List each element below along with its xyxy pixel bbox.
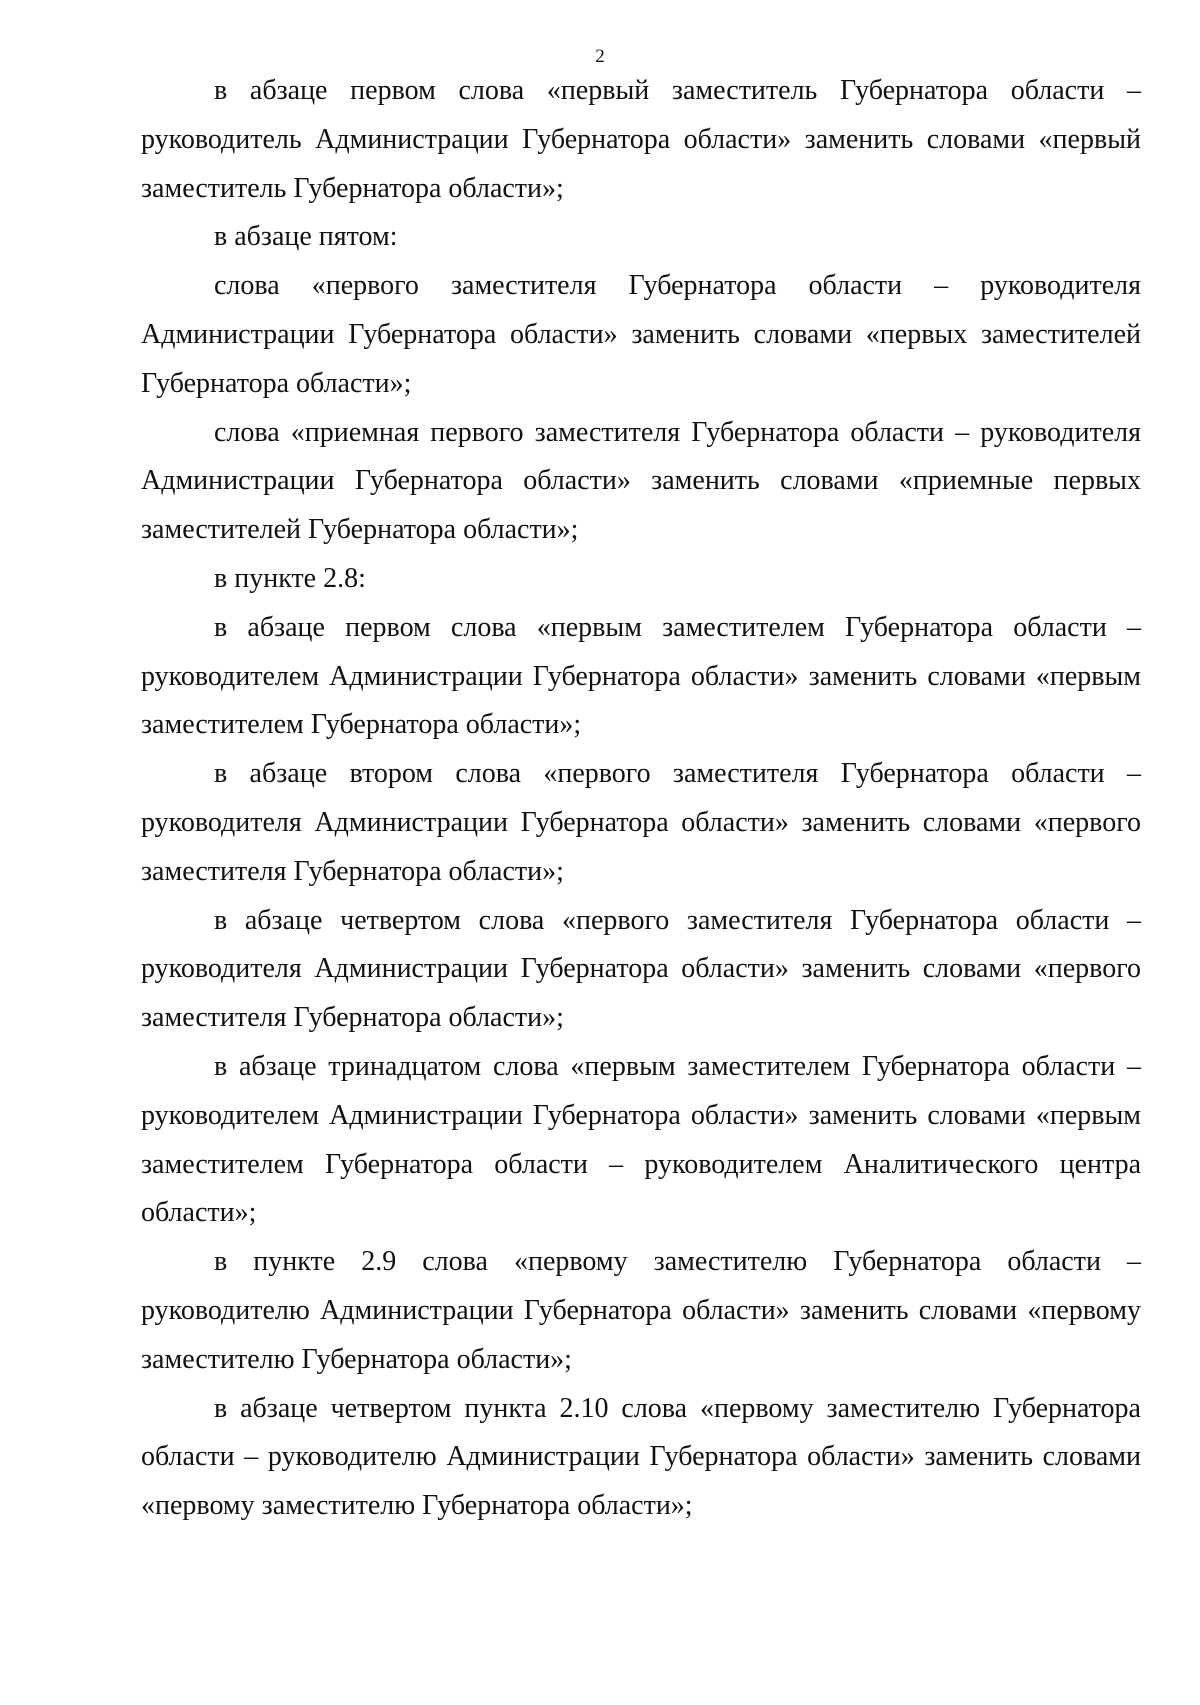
paragraph-abzac-pervyj: в абзаце первом слова «первый заместитель Губернатора области – руководитель Администрации Губернатора области» заменить словами «первый заместитель Губернатора области»; xyxy=(141,75,1141,204)
paragraph-punkt-2-9: в пункте 2.9 слова «первому заместителю Губернатора области – руководителю Администрации Губернатора области» заменить словами «первому заместителю Губернатора области»; xyxy=(141,1246,1141,1375)
paragraph-2-8-abzac-chetvertyj: в абзаце четвертом слова «первого заместителя Губернатора области – руководителя Администрации Губернатора области» заменить словами «первого заместителя Губернатора области»; xyxy=(141,904,1141,1034)
paragraph-abzac-pyatyj-heading: в абзаце пятом: xyxy=(214,221,398,253)
document-body xyxy=(141,67,1141,1531)
paragraph-2-8-abzac-vtoroj: в абзаце втором слова «первого заместителя Губернатора области – руководителя Администрации Губернатора области» заменить словами «первого заместителя Губернатора области»; xyxy=(141,758,1141,887)
paragraph-pervyh-zamestitelej: слова «первого заместителя Губернатора области – руководителя Администрации Губернатора области» заменить словами «первых заместителей Губернатора области»; xyxy=(141,270,1141,399)
paragraph-punkt-2-10: в абзаце четвертом пункта 2.10 слова «первому заместителю Губернатора области – руководителю Администрации Губернатора области» заменить словами «первому заместителю Губернатора области»; xyxy=(141,1392,1141,1522)
paragraph-priemnaya: слова «приемная первого заместителя Губернатора области – руководителя Администрации Губернатора области» заменить словами «приемные первых заместителей Губернатора области»; xyxy=(141,416,1141,546)
paragraph-punkt-2-8-heading: в пункте 2.8: xyxy=(214,562,366,594)
paragraph-2-8-abzac-trinadcatyj: в абзаце тринадцатом слова «первым заместителем Губернатора области – руководителем Администрации Губернатора области» заменить словами «первым заместителем Губернатора области – руководителем Аналитического центра области»; xyxy=(141,1050,1141,1229)
paragraph-2-8-abzac-pervyj: в абзаце первом слова «первым заместителем Губернатора области – руководителем Администрации Губернатора области» заменить словами «первым заместителем Губернатора области»; xyxy=(141,611,1141,741)
page-number: 2 xyxy=(595,46,605,67)
